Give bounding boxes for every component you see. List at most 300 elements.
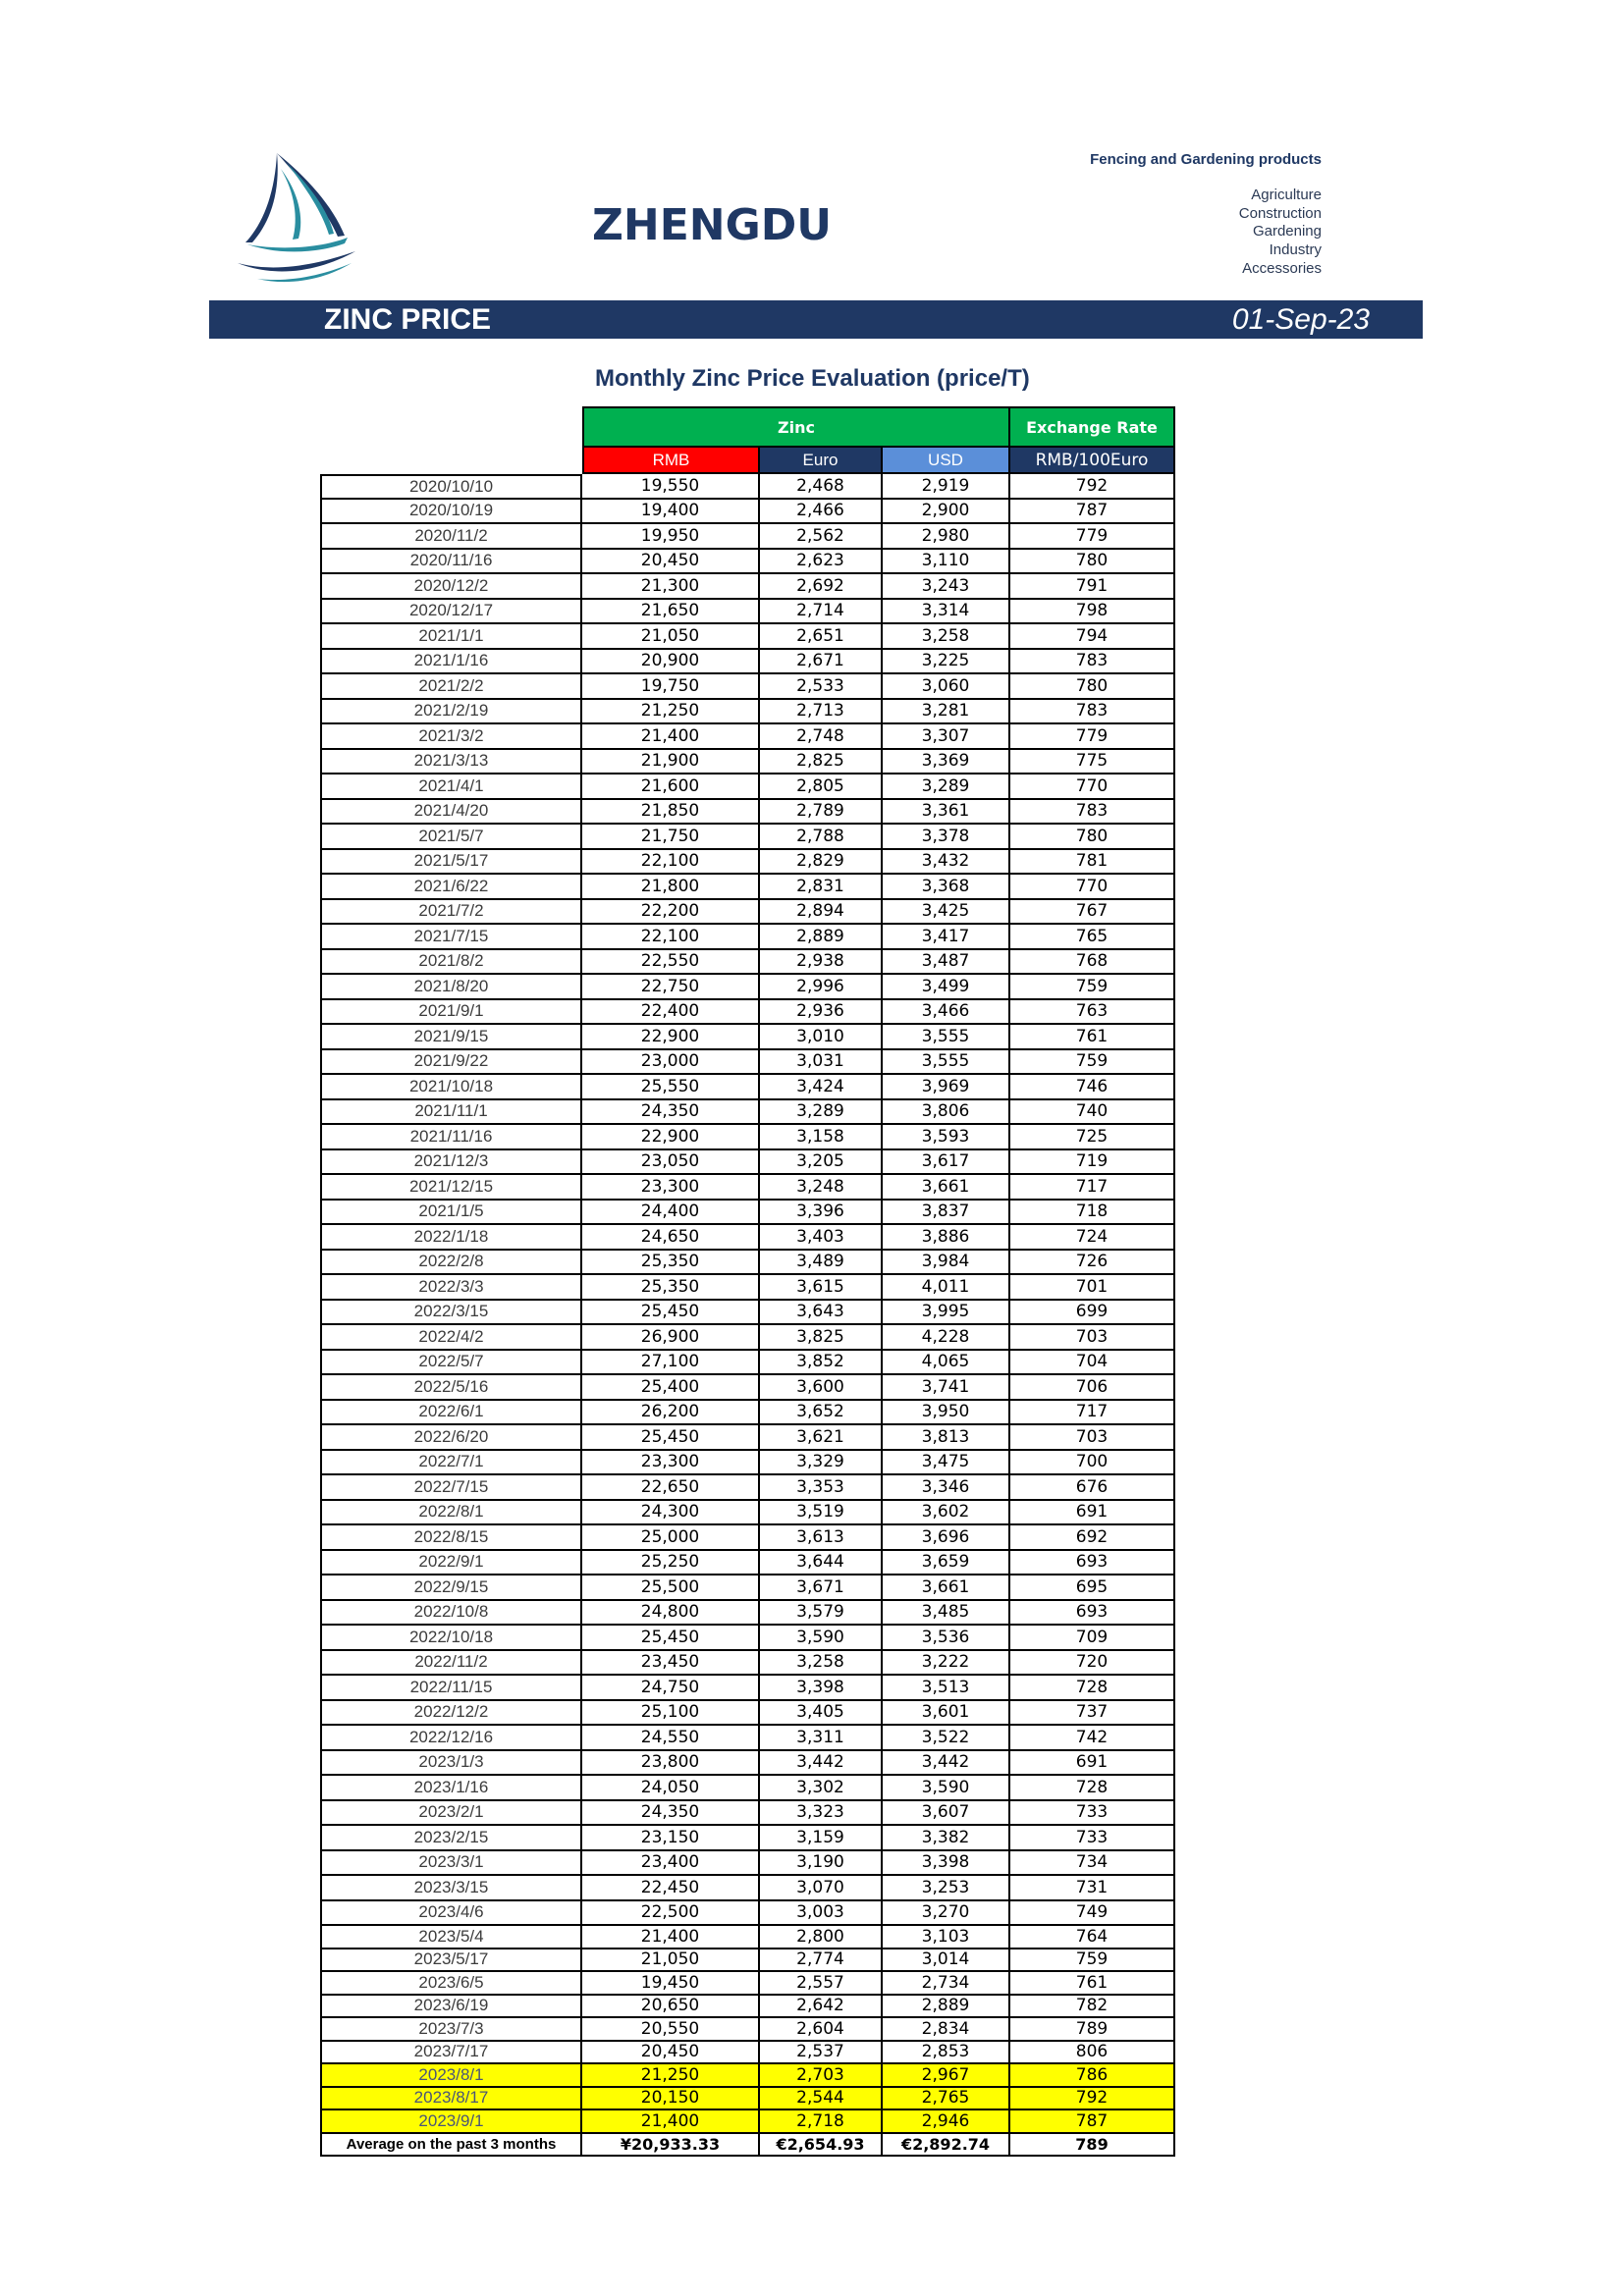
zinc-group-header: Zinc bbox=[582, 406, 1010, 448]
rate-cell: 792 bbox=[1010, 474, 1175, 500]
category-item: Gardening bbox=[1252, 223, 1322, 240]
euro-cell: 2,537 bbox=[760, 2042, 883, 2065]
usd-cell: 3,289 bbox=[883, 774, 1010, 800]
rate-cell: 742 bbox=[1010, 1726, 1175, 1751]
euro-cell: 3,825 bbox=[760, 1325, 883, 1351]
usd-cell: 3,741 bbox=[883, 1375, 1010, 1401]
date-cell: 2021/9/15 bbox=[320, 1025, 582, 1050]
price-row bbox=[320, 875, 1175, 900]
rmb-cell: 24,300 bbox=[582, 1501, 760, 1526]
euro-cell: 2,805 bbox=[760, 774, 883, 800]
rmb-cell: 19,400 bbox=[582, 500, 760, 525]
rate-cell: 779 bbox=[1010, 724, 1175, 750]
euro-cell: 3,398 bbox=[760, 1676, 883, 1701]
rate-cell: 783 bbox=[1010, 800, 1175, 826]
company-name: ZHENGDU bbox=[592, 200, 832, 250]
euro-cell: 3,258 bbox=[760, 1651, 883, 1677]
rmb-cell: 26,900 bbox=[582, 1325, 760, 1351]
rate-cell: 761 bbox=[1010, 1025, 1175, 1050]
rmb-cell: 23,050 bbox=[582, 1150, 760, 1176]
rate-cell: 763 bbox=[1010, 1000, 1175, 1026]
euro-cell: 3,621 bbox=[760, 1425, 883, 1451]
rate-cell: 700 bbox=[1010, 1451, 1175, 1476]
usd-cell: 3,813 bbox=[883, 1425, 1010, 1451]
rmb-column-header: RMB bbox=[582, 448, 760, 474]
rmb-cell: 21,050 bbox=[582, 624, 760, 650]
date-cell: 2021/7/15 bbox=[320, 925, 582, 950]
usd-cell: 3,487 bbox=[883, 950, 1010, 976]
usd-cell: 3,661 bbox=[883, 1175, 1010, 1201]
date-cell: 2020/12/17 bbox=[320, 600, 582, 625]
usd-cell: 3,659 bbox=[883, 1551, 1010, 1576]
price-row bbox=[320, 1751, 1175, 1777]
usd-cell: 3,995 bbox=[883, 1301, 1010, 1326]
price-row bbox=[320, 1972, 1175, 1996]
rmb-cell: 25,450 bbox=[582, 1425, 760, 1451]
average-row bbox=[320, 2134, 1175, 2158]
rmb-cell: 24,550 bbox=[582, 1726, 760, 1751]
rate-cell: 781 bbox=[1010, 850, 1175, 876]
price-row bbox=[320, 1949, 1175, 1973]
euro-cell: 3,489 bbox=[760, 1251, 883, 1276]
exchange-rate-header: Exchange Rate bbox=[1010, 406, 1175, 448]
euro-cell: 3,852 bbox=[760, 1351, 883, 1376]
euro-cell: 3,353 bbox=[760, 1475, 883, 1501]
euro-cell: 3,671 bbox=[760, 1575, 883, 1601]
rmb-cell: 25,450 bbox=[582, 1301, 760, 1326]
price-row-highlighted bbox=[320, 2110, 1175, 2134]
usd-cell: 3,555 bbox=[883, 1025, 1010, 1050]
date-cell: 2020/11/2 bbox=[320, 524, 582, 550]
rate-cell: 759 bbox=[1010, 975, 1175, 1000]
usd-cell: 3,536 bbox=[883, 1626, 1010, 1651]
date-cell: 2020/12/2 bbox=[320, 574, 582, 600]
table-title: Monthly Zinc Price Evaluation (price/T) bbox=[595, 365, 1030, 392]
date-cell: 2023/7/17 bbox=[320, 2042, 582, 2065]
euro-cell: 2,692 bbox=[760, 574, 883, 600]
rate-cell: 703 bbox=[1010, 1425, 1175, 1451]
euro-cell: 2,831 bbox=[760, 875, 883, 900]
rate-cell: 783 bbox=[1010, 650, 1175, 675]
date-cell: 2021/5/17 bbox=[320, 850, 582, 876]
usd-cell: 3,442 bbox=[883, 1751, 1010, 1777]
euro-cell: 2,544 bbox=[760, 2088, 883, 2111]
date-cell: 2022/10/8 bbox=[320, 1601, 582, 1627]
rmb-cell: 23,300 bbox=[582, 1175, 760, 1201]
rmb-cell: 27,100 bbox=[582, 1351, 760, 1376]
euro-cell: 2,894 bbox=[760, 900, 883, 926]
rmb-cell: 20,150 bbox=[582, 2088, 760, 2111]
rate-cell: 728 bbox=[1010, 1676, 1175, 1701]
price-row bbox=[320, 1275, 1175, 1301]
rmb-cell: 25,500 bbox=[582, 1575, 760, 1601]
rate-cell: 737 bbox=[1010, 1701, 1175, 1727]
euro-cell: 3,600 bbox=[760, 1375, 883, 1401]
report-date: 01-Sep-23 bbox=[1231, 303, 1370, 336]
price-row bbox=[320, 1601, 1175, 1627]
usd-cell: 3,258 bbox=[883, 624, 1010, 650]
price-row bbox=[320, 1175, 1175, 1201]
usd-cell: 3,222 bbox=[883, 1651, 1010, 1677]
usd-cell: 3,368 bbox=[883, 875, 1010, 900]
rmb-cell: 25,450 bbox=[582, 1626, 760, 1651]
date-cell: 2021/1/1 bbox=[320, 624, 582, 650]
rate-cell: 676 bbox=[1010, 1475, 1175, 1501]
euro-cell: 3,190 bbox=[760, 1851, 883, 1877]
usd-column-header: USD bbox=[883, 448, 1010, 474]
price-row bbox=[320, 474, 1175, 500]
price-row bbox=[320, 1876, 1175, 1901]
rmb-cell: 25,000 bbox=[582, 1525, 760, 1551]
rmb-cell: 21,900 bbox=[582, 750, 760, 775]
date-cell: 2021/7/2 bbox=[320, 900, 582, 926]
rmb-cell: 20,450 bbox=[582, 2042, 760, 2065]
price-row bbox=[320, 900, 1175, 926]
rmb-cell: 25,250 bbox=[582, 1551, 760, 1576]
rate-cell: 701 bbox=[1010, 1275, 1175, 1301]
rate-cell: 761 bbox=[1010, 1972, 1175, 1996]
rate-cell: 720 bbox=[1010, 1651, 1175, 1677]
euro-cell: 2,604 bbox=[760, 2018, 883, 2042]
price-row bbox=[320, 550, 1175, 575]
usd-cell: 2,834 bbox=[883, 2018, 1010, 2042]
sail-shape bbox=[245, 153, 348, 251]
usd-cell: 4,065 bbox=[883, 1351, 1010, 1376]
price-row bbox=[320, 600, 1175, 625]
date-cell: 2021/1/16 bbox=[320, 650, 582, 675]
price-row bbox=[320, 950, 1175, 976]
usd-cell: 3,361 bbox=[883, 800, 1010, 826]
rmb-cell: 23,450 bbox=[582, 1651, 760, 1677]
rate-cell: 787 bbox=[1010, 500, 1175, 525]
price-row bbox=[320, 1475, 1175, 1501]
date-cell: 2021/1/5 bbox=[320, 1201, 582, 1226]
rate-cell: 792 bbox=[1010, 2088, 1175, 2111]
rmb-cell: 23,150 bbox=[582, 1826, 760, 1851]
price-row bbox=[320, 1401, 1175, 1426]
euro-cell: 3,590 bbox=[760, 1626, 883, 1651]
date-cell: 2022/2/8 bbox=[320, 1251, 582, 1276]
rmb-cell: 21,250 bbox=[582, 2064, 760, 2088]
price-row bbox=[320, 1150, 1175, 1176]
euro-cell: 3,403 bbox=[760, 1225, 883, 1251]
usd-cell: 3,590 bbox=[883, 1776, 1010, 1801]
date-cell: 2022/12/2 bbox=[320, 1701, 582, 1727]
euro-cell: 2,825 bbox=[760, 750, 883, 775]
usd-cell: 3,661 bbox=[883, 1575, 1010, 1601]
euro-cell: 2,468 bbox=[760, 474, 883, 500]
rate-cell: 734 bbox=[1010, 1851, 1175, 1877]
usd-cell: 3,060 bbox=[883, 674, 1010, 700]
date-cell: 2022/9/1 bbox=[320, 1551, 582, 1576]
rmb-cell: 21,600 bbox=[582, 774, 760, 800]
rate-cell: 740 bbox=[1010, 1100, 1175, 1126]
euro-cell: 2,623 bbox=[760, 550, 883, 575]
date-cell: 2023/8/1 bbox=[320, 2064, 582, 2088]
rmb-cell: 23,400 bbox=[582, 1851, 760, 1877]
price-row bbox=[320, 500, 1175, 525]
price-row bbox=[320, 1075, 1175, 1100]
price-table bbox=[320, 406, 1175, 2157]
price-row bbox=[320, 1425, 1175, 1451]
price-row bbox=[320, 524, 1175, 550]
euro-cell: 2,996 bbox=[760, 975, 883, 1000]
date-cell: 2021/8/2 bbox=[320, 950, 582, 976]
price-row bbox=[320, 1926, 1175, 1949]
price-row bbox=[320, 700, 1175, 725]
rate-cell: 693 bbox=[1010, 1601, 1175, 1627]
category-item: Agriculture bbox=[1251, 187, 1322, 203]
rate-cell: 765 bbox=[1010, 925, 1175, 950]
euro-cell: 2,533 bbox=[760, 674, 883, 700]
euro-cell: 3,442 bbox=[760, 1751, 883, 1777]
blank-header-cell bbox=[320, 448, 582, 474]
rmb-cell: 22,100 bbox=[582, 925, 760, 950]
date-cell: 2022/9/15 bbox=[320, 1575, 582, 1601]
rate-cell: 791 bbox=[1010, 574, 1175, 600]
euro-cell: 3,579 bbox=[760, 1601, 883, 1627]
price-row bbox=[320, 1100, 1175, 1126]
rate-cell: 746 bbox=[1010, 1075, 1175, 1100]
rmb-cell: 22,900 bbox=[582, 1025, 760, 1050]
date-cell: 2023/9/1 bbox=[320, 2110, 582, 2134]
rmb-cell: 22,750 bbox=[582, 975, 760, 1000]
euro-cell: 3,158 bbox=[760, 1125, 883, 1150]
price-row bbox=[320, 2042, 1175, 2065]
price-row bbox=[320, 1525, 1175, 1551]
rmb-cell: 25,100 bbox=[582, 1701, 760, 1727]
date-cell: 2022/3/15 bbox=[320, 1301, 582, 1326]
average-euro-cell: €2,654.93 bbox=[760, 2134, 883, 2158]
price-row bbox=[320, 650, 1175, 675]
price-row bbox=[320, 1375, 1175, 1401]
usd-cell: 2,980 bbox=[883, 524, 1010, 550]
rmb-cell: 24,050 bbox=[582, 1776, 760, 1801]
euro-cell: 2,642 bbox=[760, 1996, 883, 2019]
category-list bbox=[1239, 187, 1322, 279]
rate-cell: 775 bbox=[1010, 750, 1175, 775]
usd-cell: 2,967 bbox=[883, 2064, 1010, 2088]
euro-cell: 3,302 bbox=[760, 1776, 883, 1801]
average-rate-cell: 789 bbox=[1010, 2134, 1175, 2158]
usd-cell: 2,889 bbox=[883, 1996, 1010, 2019]
usd-cell: 4,011 bbox=[883, 1275, 1010, 1301]
date-cell: 2023/2/1 bbox=[320, 1801, 582, 1827]
rmb-cell: 23,300 bbox=[582, 1451, 760, 1476]
rmb-cell: 20,650 bbox=[582, 1996, 760, 2019]
usd-cell: 3,466 bbox=[883, 1000, 1010, 1026]
usd-cell: 3,969 bbox=[883, 1075, 1010, 1100]
rate-column-header: RMB/100Euro bbox=[1010, 448, 1175, 474]
usd-cell: 3,417 bbox=[883, 925, 1010, 950]
date-cell: 2023/4/6 bbox=[320, 1901, 582, 1927]
rate-cell: 794 bbox=[1010, 624, 1175, 650]
rate-cell: 725 bbox=[1010, 1125, 1175, 1150]
average-label: Average on the past 3 months bbox=[320, 2134, 582, 2158]
price-row bbox=[320, 1225, 1175, 1251]
price-row bbox=[320, 1251, 1175, 1276]
price-row bbox=[320, 850, 1175, 876]
euro-cell: 3,615 bbox=[760, 1275, 883, 1301]
price-row bbox=[320, 1626, 1175, 1651]
euro-cell: 3,519 bbox=[760, 1501, 883, 1526]
rate-cell: 759 bbox=[1010, 1050, 1175, 1076]
date-cell: 2020/10/19 bbox=[320, 500, 582, 525]
price-row bbox=[320, 925, 1175, 950]
price-row bbox=[320, 2018, 1175, 2042]
usd-cell: 3,696 bbox=[883, 1525, 1010, 1551]
price-row bbox=[320, 975, 1175, 1000]
date-cell: 2022/5/16 bbox=[320, 1375, 582, 1401]
rmb-cell: 23,800 bbox=[582, 1751, 760, 1777]
date-cell: 2023/1/3 bbox=[320, 1751, 582, 1777]
date-cell: 2023/8/17 bbox=[320, 2088, 582, 2111]
usd-cell: 3,243 bbox=[883, 574, 1010, 600]
rate-cell: 759 bbox=[1010, 1949, 1175, 1973]
rate-cell: 780 bbox=[1010, 825, 1175, 850]
price-row-highlighted bbox=[320, 2064, 1175, 2088]
category-item: Accessories bbox=[1242, 259, 1322, 277]
usd-cell: 3,607 bbox=[883, 1801, 1010, 1827]
usd-cell: 3,369 bbox=[883, 750, 1010, 775]
rate-cell: 786 bbox=[1010, 2064, 1175, 2088]
rate-cell: 691 bbox=[1010, 1751, 1175, 1777]
rate-cell: 693 bbox=[1010, 1551, 1175, 1576]
euro-cell: 3,248 bbox=[760, 1175, 883, 1201]
rmb-cell: 24,400 bbox=[582, 1201, 760, 1226]
usd-cell: 3,270 bbox=[883, 1901, 1010, 1927]
date-cell: 2023/5/4 bbox=[320, 1926, 582, 1949]
rmb-cell: 22,550 bbox=[582, 950, 760, 976]
usd-cell: 3,601 bbox=[883, 1701, 1010, 1727]
rate-cell: 695 bbox=[1010, 1575, 1175, 1601]
rate-cell: 709 bbox=[1010, 1626, 1175, 1651]
date-cell: 2021/9/22 bbox=[320, 1050, 582, 1076]
price-row bbox=[320, 1996, 1175, 2019]
usd-cell: 3,103 bbox=[883, 1926, 1010, 1949]
rmb-cell: 25,350 bbox=[582, 1275, 760, 1301]
rmb-cell: 24,750 bbox=[582, 1676, 760, 1701]
price-row bbox=[320, 1050, 1175, 1076]
rmb-cell: 19,950 bbox=[582, 524, 760, 550]
average-rmb-cell: ¥20,933.33 bbox=[582, 2134, 760, 2158]
rmb-cell: 21,400 bbox=[582, 2110, 760, 2134]
date-cell: 2021/4/20 bbox=[320, 800, 582, 826]
euro-cell: 2,557 bbox=[760, 1972, 883, 1996]
price-row bbox=[320, 724, 1175, 750]
category-item: Industry bbox=[1269, 241, 1322, 259]
rmb-cell: 21,650 bbox=[582, 600, 760, 625]
rate-cell: 717 bbox=[1010, 1175, 1175, 1201]
rate-cell: 770 bbox=[1010, 774, 1175, 800]
rate-cell: 692 bbox=[1010, 1525, 1175, 1551]
price-row bbox=[320, 1726, 1175, 1751]
rate-cell: 749 bbox=[1010, 1901, 1175, 1927]
price-row bbox=[320, 800, 1175, 826]
rmb-cell: 22,100 bbox=[582, 850, 760, 876]
rmb-cell: 25,550 bbox=[582, 1075, 760, 1100]
usd-cell: 3,307 bbox=[883, 724, 1010, 750]
usd-cell: 3,806 bbox=[883, 1100, 1010, 1126]
usd-cell: 3,593 bbox=[883, 1125, 1010, 1150]
euro-cell: 3,652 bbox=[760, 1401, 883, 1426]
price-row bbox=[320, 674, 1175, 700]
rate-cell: 787 bbox=[1010, 2110, 1175, 2134]
rate-cell: 780 bbox=[1010, 674, 1175, 700]
date-cell: 2022/8/15 bbox=[320, 1525, 582, 1551]
rmb-cell: 25,400 bbox=[582, 1375, 760, 1401]
euro-column-header: Euro bbox=[760, 448, 883, 474]
rmb-cell: 21,300 bbox=[582, 574, 760, 600]
usd-cell: 3,253 bbox=[883, 1876, 1010, 1901]
date-cell: 2021/3/13 bbox=[320, 750, 582, 775]
sailboat-logo-icon bbox=[236, 149, 363, 287]
rate-cell: 719 bbox=[1010, 1150, 1175, 1176]
price-row bbox=[320, 1676, 1175, 1701]
rate-cell: 731 bbox=[1010, 1876, 1175, 1901]
usd-cell: 3,346 bbox=[883, 1475, 1010, 1501]
usd-cell: 3,499 bbox=[883, 975, 1010, 1000]
rmb-cell: 24,350 bbox=[582, 1100, 760, 1126]
usd-cell: 3,886 bbox=[883, 1225, 1010, 1251]
rate-cell: 724 bbox=[1010, 1225, 1175, 1251]
date-cell: 2022/11/2 bbox=[320, 1651, 582, 1677]
date-cell: 2022/4/2 bbox=[320, 1325, 582, 1351]
date-cell: 2021/5/7 bbox=[320, 825, 582, 850]
date-cell: 2021/2/2 bbox=[320, 674, 582, 700]
euro-cell: 3,323 bbox=[760, 1801, 883, 1827]
price-row bbox=[320, 574, 1175, 600]
price-row bbox=[320, 1575, 1175, 1601]
price-row bbox=[320, 1325, 1175, 1351]
euro-cell: 3,311 bbox=[760, 1726, 883, 1751]
euro-cell: 3,396 bbox=[760, 1201, 883, 1226]
date-cell: 2021/9/1 bbox=[320, 1000, 582, 1026]
rmb-cell: 21,850 bbox=[582, 800, 760, 826]
euro-cell: 2,936 bbox=[760, 1000, 883, 1026]
date-cell: 2021/11/1 bbox=[320, 1100, 582, 1126]
rmb-cell: 21,400 bbox=[582, 724, 760, 750]
rate-cell: 782 bbox=[1010, 1996, 1175, 2019]
price-row bbox=[320, 1000, 1175, 1026]
euro-cell: 2,713 bbox=[760, 700, 883, 725]
rate-cell: 728 bbox=[1010, 1776, 1175, 1801]
tagline: Fencing and Gardening products bbox=[1090, 151, 1322, 168]
euro-cell: 3,644 bbox=[760, 1551, 883, 1576]
usd-cell: 3,513 bbox=[883, 1676, 1010, 1701]
euro-cell: 2,703 bbox=[760, 2064, 883, 2088]
euro-cell: 2,789 bbox=[760, 800, 883, 826]
rmb-cell: 22,200 bbox=[582, 900, 760, 926]
rmb-cell: 25,350 bbox=[582, 1251, 760, 1276]
euro-cell: 2,938 bbox=[760, 950, 883, 976]
date-cell: 2023/6/5 bbox=[320, 1972, 582, 1996]
euro-cell: 3,205 bbox=[760, 1150, 883, 1176]
date-cell: 2022/7/15 bbox=[320, 1475, 582, 1501]
rate-cell: 780 bbox=[1010, 550, 1175, 575]
usd-cell: 3,522 bbox=[883, 1726, 1010, 1751]
rmb-cell: 24,650 bbox=[582, 1225, 760, 1251]
usd-cell: 4,228 bbox=[883, 1325, 1010, 1351]
rate-cell: 726 bbox=[1010, 1251, 1175, 1276]
price-row bbox=[320, 1501, 1175, 1526]
rate-cell: 767 bbox=[1010, 900, 1175, 926]
euro-cell: 3,405 bbox=[760, 1701, 883, 1727]
price-row bbox=[320, 1025, 1175, 1050]
usd-cell: 2,765 bbox=[883, 2088, 1010, 2111]
date-cell: 2021/12/3 bbox=[320, 1150, 582, 1176]
usd-cell: 3,617 bbox=[883, 1150, 1010, 1176]
